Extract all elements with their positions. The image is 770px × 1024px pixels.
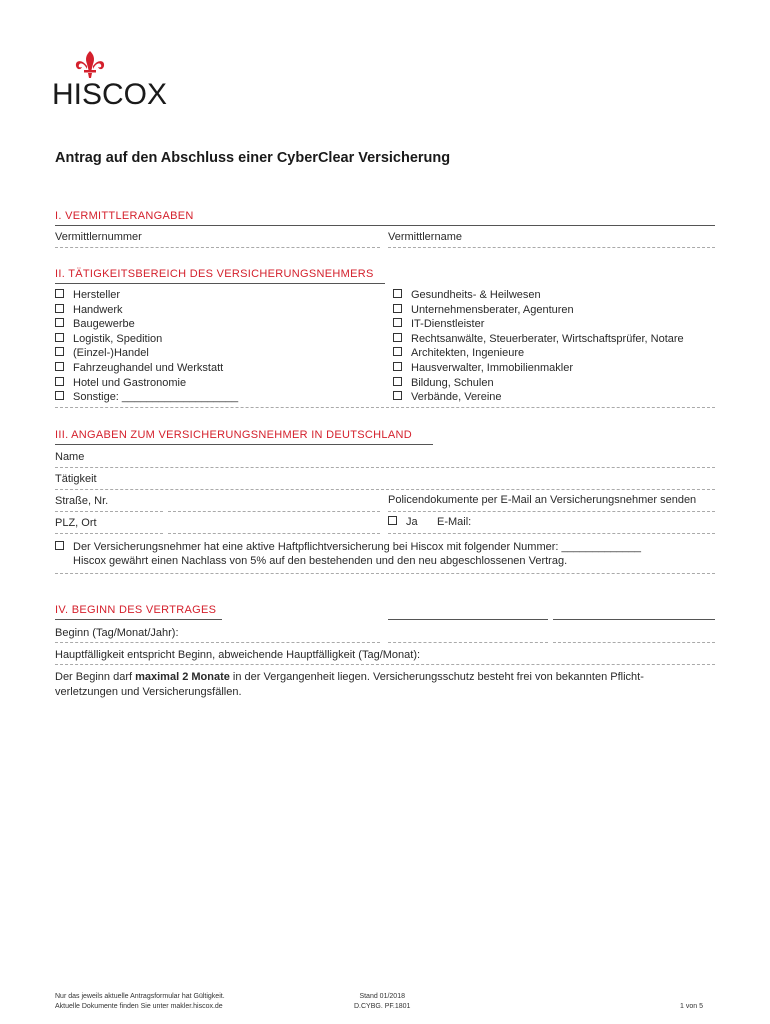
activity-right-option[interactable]: Verbände, Vereine	[393, 391, 502, 403]
policy-email-yes-checkbox[interactable]: Ja	[388, 516, 418, 528]
vn-street-label: Straße, Nr.	[55, 495, 109, 507]
page-number: 1 von 5	[680, 1003, 703, 1010]
activity-left-option[interactable]: Logistik, Spedition	[55, 333, 162, 345]
vermittlername-label: Vermittlername	[388, 231, 462, 243]
activity-right-option[interactable]: Unternehmensberater, Agenturen	[393, 304, 574, 316]
page-title: Antrag auf den Abschluss einer CyberClear Versicherung	[55, 150, 451, 166]
vn-name-input[interactable]	[55, 467, 715, 468]
activity-right-option[interactable]: IT-Dienstleister	[393, 318, 484, 330]
section-2-bottom-rule	[55, 407, 715, 408]
vermittlernummer-label: Vermittlernummer	[55, 231, 142, 243]
section-3-heading: III. ANGABEN ZUM VERSICHERUNGSNEHMER IN DEUTSCHLAND	[55, 429, 412, 441]
start-date-rule	[55, 642, 380, 643]
activity-right-option[interactable]: Bildung, Schulen	[393, 377, 494, 389]
section-1-rule	[55, 225, 715, 226]
activity-left-option[interactable]: Sonstige: ___________________	[55, 391, 238, 403]
checkbox-icon	[55, 347, 64, 356]
activity-right-option[interactable]: Hausverwalter, Immobilienmakler	[393, 362, 573, 374]
activity-left-option[interactable]: Hotel und Gastronomie	[55, 377, 186, 389]
email-label: E-Mail:	[437, 516, 472, 528]
section-4-rule-mid	[388, 619, 548, 620]
fleur-de-lis-logo-icon	[66, 50, 114, 80]
vermittlername-input[interactable]	[388, 247, 715, 248]
start-date-input[interactable]	[388, 642, 548, 643]
checkbox-icon	[388, 516, 397, 525]
checkbox-icon	[55, 391, 64, 400]
vn-zip-label: PLZ, Ort	[55, 517, 97, 529]
section-3-rule	[55, 444, 433, 445]
vn-activity-input[interactable]	[55, 489, 715, 490]
brand-wordmark: HISCOX	[52, 78, 168, 111]
checkbox-icon	[55, 541, 64, 550]
activity-right-option[interactable]: Architekten, Ingenieure	[393, 347, 524, 359]
liability-checkbox[interactable]: Der Versicherungsnehmer hat eine aktive Haftpflichtversicherung bei Hiscox mit folgender Nummer: _____________	[55, 541, 641, 553]
activity-left-option[interactable]: Hersteller	[55, 289, 120, 301]
checkbox-icon	[393, 377, 402, 386]
checkbox-icon	[393, 362, 402, 371]
vn-street-number-input[interactable]	[168, 511, 380, 512]
section-2-heading: II. TÄTIGKEITSBEREICH DES VERSICHERUNGSNEHMERS	[55, 268, 374, 280]
due-date-label: Hauptfälligkeit entspricht Beginn, abweichende Hauptfälligkeit (Tag/Monat):	[55, 649, 421, 661]
checkbox-icon	[55, 333, 64, 342]
vn-name-label: Name	[55, 451, 85, 463]
checkbox-icon	[393, 391, 402, 400]
checkbox-icon	[393, 289, 402, 298]
vn-zip-input[interactable]	[55, 533, 163, 534]
section-4-heading: IV. BEGINN DES VERTRAGES	[55, 604, 217, 616]
activity-left-option[interactable]: Fahrzeughandel und Werkstatt	[55, 362, 223, 374]
start-date-label: Beginn (Tag/Monat/Jahr):	[55, 627, 179, 639]
vermittlernummer-input[interactable]	[55, 247, 380, 248]
section-4-rule-right	[553, 619, 715, 620]
checkbox-icon	[55, 289, 64, 298]
footer-validity-note: Nur das jeweils aktuelle Antragsformular hat Gültigkeit. Aktuelle Dokumente finden Sie unter makler.hiscox.de	[55, 993, 225, 1010]
checkbox-icon	[393, 347, 402, 356]
checkbox-icon	[55, 304, 64, 313]
activity-left-option[interactable]: Baugewerbe	[55, 318, 135, 330]
activity-left-option[interactable]: (Einzel-)Handel	[55, 347, 149, 359]
activity-left-option[interactable]: Handwerk	[55, 304, 123, 316]
vn-activity-label: Tätigkeit	[55, 473, 97, 485]
checkbox-icon	[55, 362, 64, 371]
start-date-year-input[interactable]	[553, 642, 715, 643]
activity-right-option[interactable]: Rechtsanwälte, Steuerberater, Wirtschaftsprüfer, Notare	[393, 333, 684, 345]
policy-docs-label: Policendokumente per E-Mail an Versicherungsnehmer senden	[388, 494, 697, 506]
checkbox-icon	[55, 318, 64, 327]
section-2-rule	[55, 283, 385, 284]
section-4-rule	[55, 619, 222, 620]
email-input[interactable]	[388, 533, 715, 534]
section-1-heading: I. VERMITTLERANGABEN	[55, 210, 194, 222]
vn-city-input[interactable]	[168, 533, 380, 534]
footer-version: Stand 01/2018 D.CYBG. PF.1801	[354, 993, 411, 1010]
activity-right-option[interactable]: Gesundheits- & Heilwesen	[393, 289, 541, 301]
liability-discount-text: Hiscox gewährt einen Nachlass von 5% auf den bestehenden und den neu abgeschlossenen Vertrag.	[73, 555, 568, 567]
section-3-bottom-rule	[55, 573, 715, 574]
vn-street-input[interactable]	[55, 511, 163, 512]
checkbox-icon	[393, 304, 402, 313]
policy-docs-rule	[388, 511, 715, 512]
due-date-input[interactable]	[55, 664, 715, 665]
checkbox-icon	[393, 318, 402, 327]
checkbox-icon	[55, 377, 64, 386]
checkbox-icon	[393, 333, 402, 342]
start-note: Der Beginn darf maximal 2 Monate in der Vergangenheit liegen. Versicherungsschutz besteht frei von bekannten Pflicht- verletzungen und Versicherungsfällen.	[55, 671, 644, 698]
